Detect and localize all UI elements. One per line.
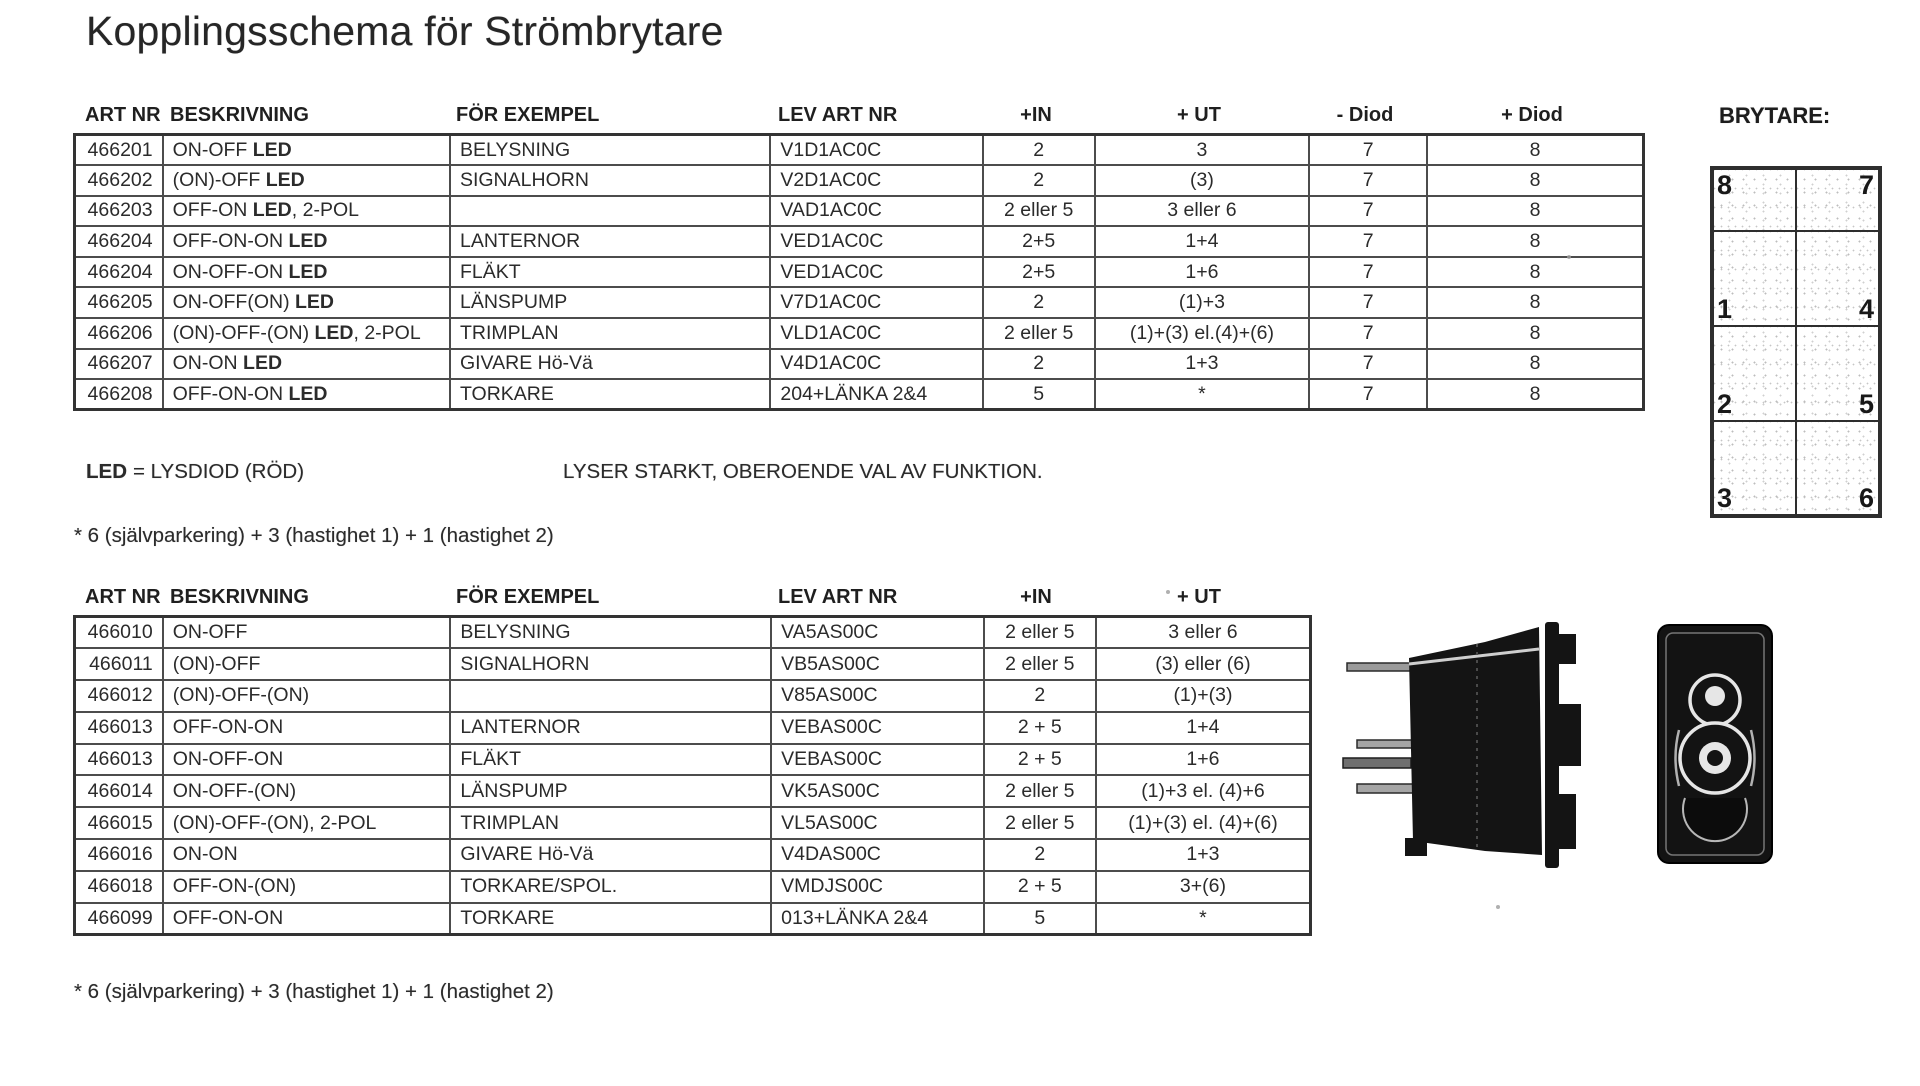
table-cell: 2: [983, 287, 1095, 318]
terminal-cell: [1713, 231, 1796, 326]
table1-header-row: [73, 104, 1645, 133]
table-cell: OFF-ON-ON LED: [163, 226, 450, 257]
table-cell: VLD1AC0C: [770, 318, 982, 349]
table-cell: (ON)-OFF-(ON) LED, 2-POL: [163, 318, 450, 349]
table-cell: OFF-ON-(ON): [163, 871, 451, 903]
table-cell: 2+5: [983, 226, 1095, 257]
column-header: + UT: [1177, 586, 1221, 608]
table-cell: VED1AC0C: [770, 226, 982, 257]
table-cell: (ON)-OFF-(ON), 2-POL: [163, 807, 451, 839]
table-cell: VK5AS00C: [771, 775, 984, 807]
table-cell: VEBAS00C: [771, 712, 984, 744]
table-cell: ON-OFF-(ON): [163, 775, 451, 807]
table-cell: *: [1096, 903, 1311, 935]
table-row: [75, 807, 1311, 839]
table-cell: (ON)-OFF LED: [163, 165, 450, 196]
table-cell: 3 eller 6: [1095, 196, 1309, 227]
table-cell: VED1AC0C: [770, 257, 982, 288]
table-cell: 466018: [75, 871, 163, 903]
column-header: ART NR: [85, 586, 161, 608]
table-cell: 8: [1427, 196, 1643, 227]
table-cell: FLÄKT: [450, 744, 771, 776]
standard-switch-table-section: [73, 586, 1312, 936]
table-cell: 7: [1309, 257, 1427, 288]
table-cell: TORKARE: [450, 903, 771, 935]
table-cell: (3) eller (6): [1096, 648, 1311, 680]
terminal-number: 1: [1717, 294, 1733, 324]
table-cell: LANTERNOR: [450, 226, 770, 257]
table-cell: BELYSNING: [450, 617, 771, 649]
terminal-cell: [1796, 421, 1879, 515]
table-cell: 2: [984, 839, 1096, 871]
led-note-detail: LYSER STARKT, OBEROENDE VAL AV FUNKTION.: [563, 460, 1043, 483]
table-cell: 7: [1309, 379, 1427, 410]
table-row: [75, 648, 1311, 680]
table-cell: 1+3: [1096, 839, 1311, 871]
snap-tab: [1559, 634, 1576, 664]
table-cell: 7: [1309, 287, 1427, 318]
table-cell: [450, 196, 770, 227]
table-cell: VL5AS00C: [771, 807, 984, 839]
table-cell: 2 eller 5: [984, 775, 1096, 807]
table-row: [75, 196, 1644, 227]
table-cell: (3): [1095, 165, 1309, 196]
table-row: [75, 712, 1311, 744]
led-switch-table-section: [73, 104, 1645, 411]
column-header: FÖR EXEMPEL: [456, 586, 600, 608]
table-cell: 013+LÄNKA 2&4: [771, 903, 984, 935]
table-cell: V1D1AC0C: [770, 135, 982, 166]
scan-speck: [1567, 255, 1571, 259]
table-cell: 1+4: [1096, 712, 1311, 744]
terminal-cell: [1796, 169, 1879, 231]
table-cell: LÄNSPUMP: [450, 775, 771, 807]
table-cell: 2 eller 5: [983, 318, 1095, 349]
table-row: [75, 226, 1644, 257]
table-cell: GIVARE Hö-Vä: [450, 349, 770, 380]
table-cell: TORKARE: [450, 379, 770, 410]
terminal-cell: [1796, 231, 1879, 326]
led-note: [86, 460, 304, 484]
table-cell: OFF-ON-ON: [163, 903, 451, 935]
table-cell: 2+5: [983, 257, 1095, 288]
table-cell: ON-OFF LED: [163, 135, 450, 166]
table-cell: 3: [1095, 135, 1309, 166]
table-cell: VAD1AC0C: [770, 196, 982, 227]
table-cell: 1+6: [1095, 257, 1309, 288]
table-cell: 2: [984, 680, 1096, 712]
table-cell: (ON)-OFF: [163, 648, 451, 680]
table-cell: SIGNALHORN: [450, 165, 770, 196]
table-cell: 8: [1427, 135, 1643, 166]
table-cell: 466204: [75, 226, 163, 257]
table-cell: V4DAS00C: [771, 839, 984, 871]
column-header: - Diod: [1336, 104, 1394, 126]
terminal-cell: [1713, 169, 1796, 231]
switch-pin: [1357, 740, 1413, 748]
table-row: [75, 617, 1311, 649]
table-cell: 466014: [75, 775, 163, 807]
table-cell: VB5AS00C: [771, 648, 984, 680]
column-header: ART NR: [85, 104, 161, 126]
table-cell: 7: [1309, 349, 1427, 380]
table-cell: 7: [1309, 135, 1427, 166]
column-header: + Diod: [1501, 104, 1563, 126]
table-cell: 5: [983, 379, 1095, 410]
table-cell: 3+(6): [1096, 871, 1311, 903]
table-cell: ON-OFF: [163, 617, 451, 649]
footnote-self-parking: * 6 (självparkering) + 3 (hastighet 1) + 1 (hastighet 2): [74, 524, 554, 547]
column-header: BESKRIVNING: [170, 586, 309, 608]
table-cell: 466015: [75, 807, 163, 839]
table-cell: V7D1AC0C: [770, 287, 982, 318]
brytare-heading: BRYTARE:: [1719, 103, 1831, 128]
table-cell: 7: [1309, 318, 1427, 349]
table-cell: 2: [983, 349, 1095, 380]
switch-pin: [1357, 784, 1413, 793]
table-cell: 466205: [75, 287, 163, 318]
table-cell: 8: [1427, 226, 1643, 257]
table-cell: OFF-ON-ON LED: [163, 379, 450, 410]
table-row: [75, 318, 1644, 349]
table-cell: 466010: [75, 617, 163, 649]
table-cell: VMDJS00C: [771, 871, 984, 903]
terminal-number: 3: [1717, 483, 1733, 513]
scan-speck: [1166, 590, 1170, 594]
table-cell: *: [1095, 379, 1309, 410]
switch-pin: [1343, 758, 1411, 768]
snap-tab: [1559, 704, 1581, 766]
table-row: [75, 257, 1644, 288]
table-cell: 1+6: [1096, 744, 1311, 776]
table-cell: 466208: [75, 379, 163, 410]
table-cell: 8: [1427, 318, 1643, 349]
page-title: Kopplingsschema för Strömbrytare: [86, 8, 724, 54]
table-cell: 5: [984, 903, 1096, 935]
table-cell: ON-OFF-ON LED: [163, 257, 450, 288]
column-header: +IN: [1020, 104, 1052, 126]
table-cell: 8: [1427, 349, 1643, 380]
table-cell: 2: [983, 165, 1095, 196]
table-cell: 7: [1309, 196, 1427, 227]
table-cell: ON-OFF(ON) LED: [163, 287, 450, 318]
table-cell: 466099: [75, 903, 163, 935]
column-header: LEV ART NR: [778, 586, 898, 608]
table-cell: 2: [983, 135, 1095, 166]
table-cell: 2 eller 5: [984, 648, 1096, 680]
table-cell: 466202: [75, 165, 163, 196]
table-cell: LANTERNOR: [450, 712, 771, 744]
table-cell: 8: [1427, 287, 1643, 318]
table-cell: (ON)-OFF-(ON): [163, 680, 451, 712]
table-cell: (1)+3 el. (4)+6: [1096, 775, 1311, 807]
table-cell: 466013: [75, 744, 163, 776]
table-cell: 466204: [75, 257, 163, 288]
table-cell: 1+4: [1095, 226, 1309, 257]
table-cell: 204+LÄNKA 2&4: [770, 379, 982, 410]
footnote-self-parking: * 6 (självparkering) + 3 (hastighet 1) + 1 (hastighet 2): [74, 980, 554, 1003]
rocker-switch-front-view-image: [1655, 622, 1775, 867]
table-cell: 466013: [75, 712, 163, 744]
table-row: [75, 165, 1644, 196]
table-cell: 466203: [75, 196, 163, 227]
switch-pin: [1347, 663, 1411, 671]
table-cell: ON-OFF-ON: [163, 744, 451, 776]
table-cell: (1)+(3) el.(4)+(6): [1095, 318, 1309, 349]
terminal-cell: [1713, 326, 1796, 421]
table-row: [75, 680, 1311, 712]
table-cell: VA5AS00C: [771, 617, 984, 649]
table-cell: 2 eller 5: [984, 617, 1096, 649]
table-cell: [450, 680, 771, 712]
mounting-foot: [1405, 838, 1427, 856]
table-cell: 7: [1309, 165, 1427, 196]
table-cell: 2 + 5: [984, 871, 1096, 903]
table-cell: GIVARE Hö-Vä: [450, 839, 771, 871]
column-header: BESKRIVNING: [170, 104, 309, 126]
table-row: [75, 287, 1644, 318]
terminal-number: 2: [1717, 389, 1733, 419]
table-cell: (1)+(3) el. (4)+(6): [1096, 807, 1311, 839]
table-cell: 8: [1427, 257, 1643, 288]
table-cell: V2D1AC0C: [770, 165, 982, 196]
table-cell: 2 eller 5: [984, 807, 1096, 839]
table-cell: SIGNALHORN: [450, 648, 771, 680]
table-cell: (1)+(3): [1096, 680, 1311, 712]
table-cell: 466207: [75, 349, 163, 380]
table-cell: ON-ON LED: [163, 349, 450, 380]
table-row: [75, 349, 1644, 380]
table2-header-row: [73, 586, 1312, 615]
column-header: +IN: [1020, 586, 1052, 608]
led-note-term: LED: [86, 460, 127, 483]
table-cell: 466011: [75, 648, 163, 680]
table-cell: ON-ON: [163, 839, 451, 871]
table-cell: 7: [1309, 226, 1427, 257]
table-cell: OFF-ON-ON: [163, 712, 451, 744]
table-cell: V4D1AC0C: [770, 349, 982, 380]
table-cell: TRIMPLAN: [450, 318, 770, 349]
terminal-number: 6: [1858, 483, 1874, 513]
table-cell: 466012: [75, 680, 163, 712]
terminal-cell: [1796, 326, 1879, 421]
table-cell: 8: [1427, 165, 1643, 196]
terminal-number: 5: [1858, 389, 1874, 419]
table-cell: FLÄKT: [450, 257, 770, 288]
table-row: [75, 775, 1311, 807]
table-row: [75, 744, 1311, 776]
column-header: + UT: [1177, 104, 1221, 126]
rocker-switch-side-view-image: [1335, 612, 1595, 877]
mounting-flange: [1545, 622, 1559, 868]
table-cell: LÄNSPUMP: [450, 287, 770, 318]
table-cell: TORKARE/SPOL.: [450, 871, 771, 903]
table-cell: VEBAS00C: [771, 744, 984, 776]
table-row: [75, 839, 1311, 871]
table-cell: 3 eller 6: [1096, 617, 1311, 649]
table-cell: (1)+3: [1095, 287, 1309, 318]
table-cell: 2 + 5: [984, 712, 1096, 744]
column-header: LEV ART NR: [778, 104, 898, 126]
led-switch-table: [73, 133, 1645, 411]
table-cell: 2 eller 5: [983, 196, 1095, 227]
table-cell: 1+3: [1095, 349, 1309, 380]
table-cell: BELYSNING: [450, 135, 770, 166]
terminal-number: 4: [1858, 294, 1874, 324]
terminal-hole: [1707, 750, 1723, 766]
table-row: [75, 903, 1311, 935]
column-header: FÖR EXEMPEL: [456, 104, 600, 126]
terminal-number: 8: [1717, 170, 1733, 200]
table-cell: 466016: [75, 839, 163, 871]
table-cell: 466201: [75, 135, 163, 166]
standard-switch-table: [73, 615, 1312, 936]
terminal-number: 7: [1858, 170, 1874, 200]
table-cell: 8: [1427, 379, 1643, 410]
switch-terminal-diagram: [1710, 166, 1882, 518]
led-note-definition: = LYSDIOD (RÖD): [133, 460, 305, 483]
table-cell: V85AS00C: [771, 680, 984, 712]
table-row: [75, 135, 1644, 166]
snap-tab: [1559, 794, 1576, 849]
table-row: [75, 379, 1644, 410]
table-cell: 466206: [75, 318, 163, 349]
table-cell: 2 + 5: [984, 744, 1096, 776]
scan-speck: [1496, 905, 1500, 909]
table-row: [75, 871, 1311, 903]
lamp-dot: [1705, 686, 1725, 706]
table-cell: OFF-ON LED, 2-POL: [163, 196, 450, 227]
table-cell: TRIMPLAN: [450, 807, 771, 839]
terminal-cell: [1713, 421, 1796, 515]
